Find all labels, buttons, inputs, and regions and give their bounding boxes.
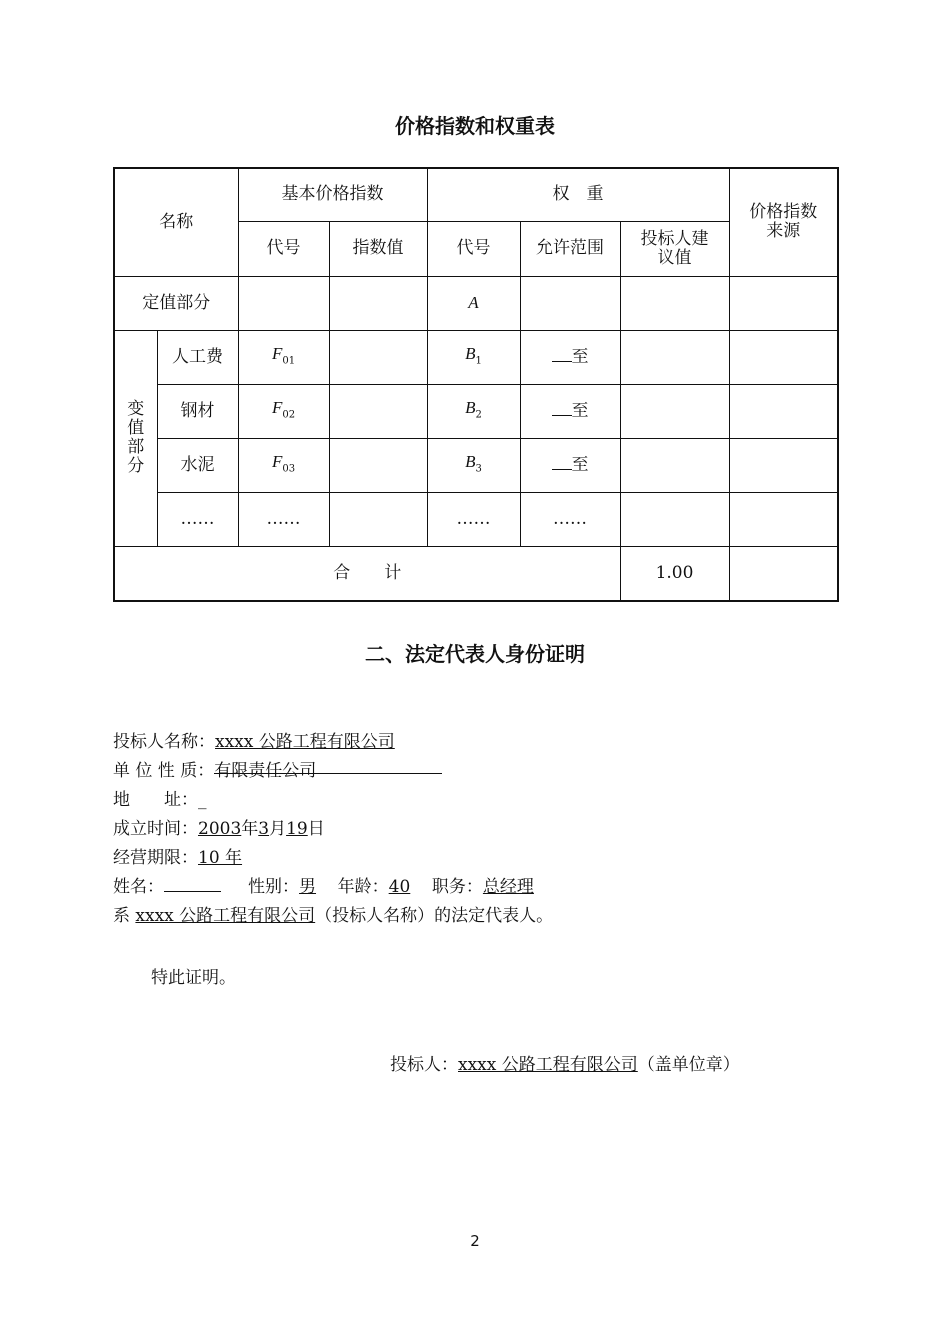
period-line: 经营期限：10 年: [113, 848, 243, 868]
page-number: 2: [470, 1232, 480, 1250]
address-line: 地 址：_: [113, 790, 207, 810]
table-row: [114, 438, 838, 492]
table-row: [114, 276, 838, 330]
table-row: [114, 384, 838, 438]
header-index-value: 指数值: [329, 221, 427, 276]
row-name: 人工费: [157, 330, 238, 384]
row-name: 钢材: [157, 384, 238, 438]
fixed-part-label: 定值部分: [114, 276, 238, 330]
header-weight-code: 代号: [427, 221, 520, 276]
row-range: 至: [520, 438, 620, 492]
row-weight-code: $B_3$: [427, 438, 520, 492]
signature-line: 投标人：xxxx 公路工程有限公司（盖单位章）: [390, 1055, 740, 1075]
header-basic-index: 基本价格指数: [238, 168, 427, 221]
section-title: 二、法定代表人身份证明: [365, 642, 585, 666]
ellipsis-cell: ……: [157, 492, 238, 546]
price-index-weight-table: [113, 167, 839, 602]
header-allowed-range: 允许范围: [520, 221, 620, 276]
unit-nature-line: 单 位 性 质：有限责任公司: [113, 757, 553, 786]
ellipsis-cell: ……: [427, 492, 520, 546]
fixed-weight-code: A: [427, 276, 520, 330]
total-label: 合 计: [114, 546, 620, 601]
table-title: 价格指数和权重表: [395, 114, 555, 138]
ellipsis-cell: ……: [520, 492, 620, 546]
row-range: 至: [520, 330, 620, 384]
header-bidder-suggested: 投标人建议值: [620, 221, 729, 276]
table-row: [114, 492, 838, 546]
row-code: $F_{02}$: [238, 384, 329, 438]
rep-statement-line: 系 xxxx 公路工程有限公司（投标人名称）的法定代表人。: [113, 906, 554, 926]
variable-part-label: 变值部分: [114, 330, 157, 546]
row-weight-code: $B_2$: [427, 384, 520, 438]
row-code: $F_{01}$: [238, 330, 329, 384]
certify-text: 特此证明。: [151, 968, 236, 988]
total-value: 1.00: [620, 546, 729, 601]
header-code: 代号: [238, 221, 329, 276]
row-weight-code: $B_1$: [427, 330, 520, 384]
row-range: 至: [520, 384, 620, 438]
header-index-source: 价格指数来源: [729, 168, 838, 276]
founded-line: 成立时间：2003年3月19日: [113, 819, 325, 839]
total-row: [114, 546, 838, 601]
bidder-name-line: 投标人名称：xxxx 公路工程有限公司: [113, 732, 395, 752]
table-row: [114, 330, 838, 384]
legal-rep-info: [113, 728, 553, 931]
ellipsis-cell: ……: [238, 492, 329, 546]
header-name: 名称: [114, 168, 238, 276]
row-name: 水泥: [157, 438, 238, 492]
person-line: 姓名： 性别：男 年龄：40 职务：总经理: [113, 877, 534, 897]
row-code: $F_{03}$: [238, 438, 329, 492]
header-weight: 权 重: [427, 168, 729, 221]
